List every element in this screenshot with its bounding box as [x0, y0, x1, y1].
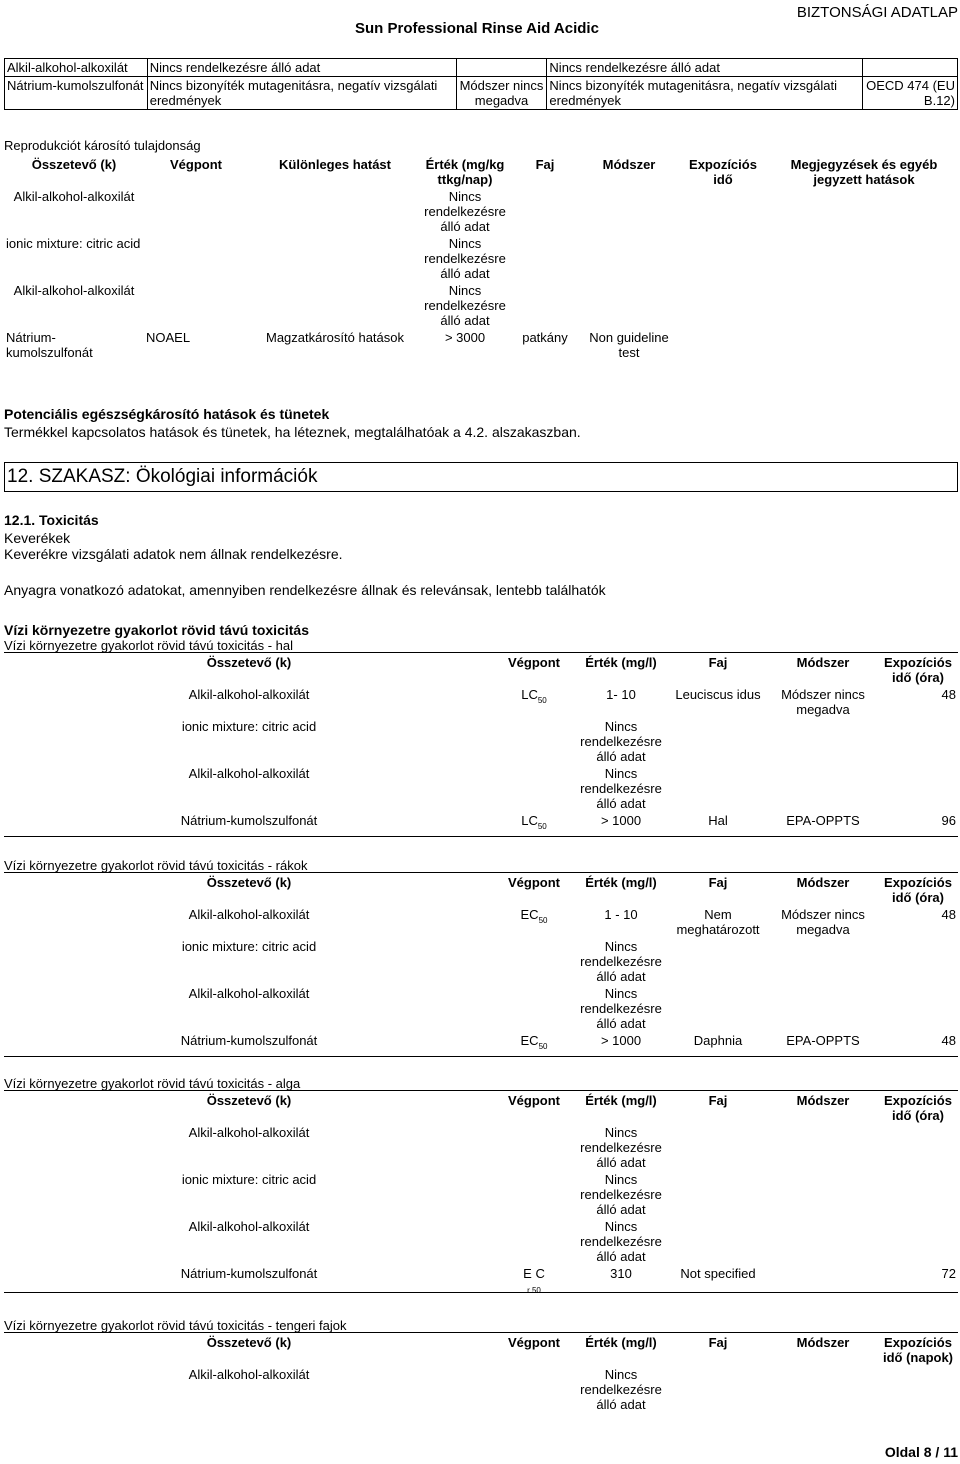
table-row: ionic mixture: citric acid Nincs rendelkezésre álló adat — [6, 236, 506, 281]
product-title: Sun Professional Rinse Aid Acidic — [355, 20, 599, 37]
table-row: Nátrium-kumolszulfonát Nincs bizonyíték mutagenitásra, negatív vizsgálati eredmények Módszer nincs megadva Nincs bizonyíték mutagenitásra, negatív vizsgálati eredmények OECD 474 (EU B.12) — [5, 77, 958, 110]
table-row: ionic mixture: citric acid Nincs rendelkezésre álló adat — [181, 1172, 662, 1217]
table-row: Alkil-alkohol-alkoxilát $LC_{50}$ 1- 10 Leuciscus idus Módszer nincs megadva 48 — [188, 687, 956, 717]
marine-table — [4, 1334, 958, 1413]
repro-title: Reprodukciót károsító tulajdonság — [4, 138, 201, 153]
doc-type: BIZTONSÁGI ADATLAP — [796, 4, 958, 21]
table-row: Nátrium-kumolszulfonát $EC_{50}$ > 1000 Daphnia EPA-OPPTS 48 — [180, 1033, 956, 1051]
section-12-heading: 12. SZAKASZ: Ökológiai információk — [4, 462, 958, 492]
potential-text: Termékkel kapcsolatos hatások és tünetek, ha léteznek, megtalálhatóak a 4.2. alszakaszban. — [4, 424, 581, 440]
mixtures-label: Keverékek — [4, 530, 71, 546]
table-header: Összetevő (k) Végpont Érték (mg/l) Faj Módszer Expozíciós idő (óra) — [206, 655, 952, 685]
table-row: Nátrium-kumolszulfonát E C r 50 310 Not specified 72 — [180, 1266, 956, 1295]
table-header: Összetevő (k) Végpont Különleges hatást Érték (mg/kg ttkg/nap) Faj Módszer Expozíciós idő Megjegyzések és egyéb jegyzett hatások — [31, 157, 938, 187]
table-header: Összetevő (k) Végpont Érték (mg/l) Faj Módszer Expozíciós idő (óra) — [206, 875, 952, 905]
mixtures-text: Keverékre vizsgálati adatok nem állnak rendelkezésre. — [4, 546, 343, 562]
table-row: Alkil-alkohol-alkoxilát Nincs rendelkezésre álló adat — [188, 1219, 662, 1264]
table-row: Nátrium-kumolszulfonát $LC_{50}$ > 1000 Hal EPA-OPPTS 96 — [180, 813, 956, 831]
toxicity-subtitle: 12.1. Toxicitás — [4, 512, 99, 528]
table-row: Alkil-alkohol-alkoxilát Nincs rendelkezésre álló adat — [13, 283, 506, 328]
table-row: ionic mixture: citric acid Nincs rendelkezésre álló adat — [181, 939, 662, 984]
fish-title: Vízi környezetre gyakorlot rövid távú toxicitás - hal — [4, 638, 294, 653]
potential-title: Potenciális egészségkárosító hatások és tünetek — [4, 406, 330, 422]
mutagenicity-table — [4, 58, 958, 110]
table-header: Összetevő (k) Végpont Érték (mg/l) Faj Módszer Expozíciós idő (napok) — [206, 1335, 954, 1365]
table-header: Összetevő (k) Végpont Érték (mg/l) Faj Módszer Expozíciós idő (óra) — [206, 1093, 952, 1123]
marine-title: Vízi környezetre gyakorlot rövid távú toxicitás - tengeri fajok — [4, 1318, 347, 1333]
table-row: Alkil-alkohol-alkoxilát Nincs rendelkezésre álló adat — [188, 766, 662, 811]
table-row: Alkil-alkohol-alkoxilát $EC_{50}$ 1 - 10 Nem meghatározott Módszer nincs megadva 48 — [188, 907, 956, 937]
table-row: Alkil-alkohol-alkoxilát Nincs rendelkezésre álló adat Nincs rendelkezésre álló adat — [5, 59, 958, 77]
table-row: Alkil-alkohol-alkoxilát Nincs rendelkezésre álló adat — [13, 189, 506, 234]
algae-title: Vízi környezetre gyakorlot rövid távú toxicitás - alga — [4, 1076, 301, 1091]
table-row: Alkil-alkohol-alkoxilát Nincs rendelkezésre álló adat — [188, 1125, 662, 1170]
fish-table — [4, 654, 958, 835]
table-row: Alkil-alkohol-alkoxilát Nincs rendelkezésre álló adat — [188, 986, 662, 1031]
substance-text: Anyagra vonatkozó adatokat, amennyiben rendelkezésre állnak és relevánsak, lentebb találhatók — [4, 582, 606, 598]
crustacea-title: Vízi környezetre gyakorlot rövid távú toxicitás - rákok — [4, 858, 308, 873]
crustacea-table — [4, 874, 958, 1055]
table-row: Nátrium-kumolszulfonát NOAEL Magzatkárosító hatások > 3000 patkány Non guideline test — [6, 330, 669, 360]
page-number: Oldal 8 / 11 — [884, 1444, 958, 1460]
algae-table — [4, 1092, 958, 1297]
table-row: ionic mixture: citric acid Nincs rendelkezésre álló adat — [181, 719, 662, 764]
table-row: Alkil-alkohol-alkoxilát Nincs rendelkezésre álló adat — [188, 1367, 662, 1412]
aquatic-title: Vízi környezetre gyakorlot rövid távú toxicitás — [4, 622, 309, 638]
repro-table — [4, 156, 958, 361]
